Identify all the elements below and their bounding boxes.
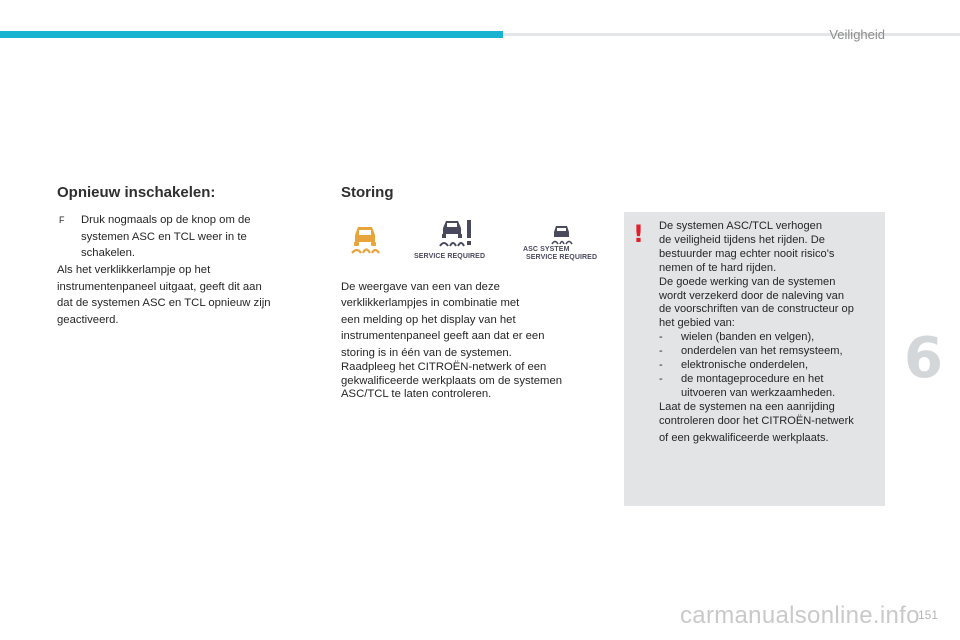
para-line: De weergave van een van deze xyxy=(341,281,500,293)
page-number: 151 xyxy=(917,608,938,622)
para-line: ASC/TCL te laten controleren. xyxy=(341,388,492,401)
box-list-continuation: uitvoeren van werkzaamheden. xyxy=(681,386,836,399)
asc-system-label: ASC SYSTEM xyxy=(523,246,570,253)
box-line: wordt verzekerd door de naleving van xyxy=(659,289,845,302)
top-divider-line xyxy=(503,33,960,36)
asc-service-required-label: SERVICE REQUIRED xyxy=(526,254,598,261)
box-line: controleren door het CITROËN-netwerk xyxy=(659,414,854,427)
bullet-line-1: Druk nogmaals op de knop om de xyxy=(81,214,251,226)
asc-tcl-warning-icon xyxy=(348,223,382,255)
service-required-label: SERVICE REQUIRED xyxy=(414,253,486,260)
box-list-item: - onderdelen van het remsysteem, xyxy=(659,345,843,358)
bullet-list-item xyxy=(57,212,307,262)
box-line: het gebied van: xyxy=(659,317,735,330)
warning-box-text xyxy=(659,220,883,446)
para-line: dat de systemen ASC en TCL opnieuw zijn xyxy=(57,297,271,309)
para-line: instrumentenpaneel geeft aan dat er een xyxy=(341,330,545,343)
box-line: De systemen ASC/TCL verhogen xyxy=(659,220,822,232)
section-title: Veiligheid xyxy=(829,27,885,42)
box-line: of een gekwalificeerde werkplaats. xyxy=(659,431,829,444)
storing-paragraph xyxy=(341,279,606,402)
para-line: instrumentenpaneel uitgaat, geeft dit aan xyxy=(57,280,262,293)
box-line: bestuurder mag echter nooit risico's xyxy=(659,247,835,260)
para-line: storing is in één van de systemen. xyxy=(341,346,512,359)
top-accent-bar xyxy=(0,31,503,38)
chapter-number: 6 xyxy=(904,326,943,391)
box-list-item: - de montageprocedure en het xyxy=(659,372,824,385)
box-line: de veiligheid tijdens het rijden. De xyxy=(659,233,825,246)
para-line: Raadpleeg het CITROËN-netwerk of een xyxy=(341,361,547,374)
box-list-item: - wielen (banden en velgen), xyxy=(659,331,815,344)
arrow-bullet-icon: F xyxy=(59,215,65,225)
service-required-icon xyxy=(438,218,476,250)
box-line: Laat de systemen na een aanrijding xyxy=(659,400,835,413)
watermark: carmanualsonline.info xyxy=(680,602,920,629)
para-line: verklikkerlampjes in combinatie met xyxy=(341,297,520,310)
reactivate-heading: Opnieuw inschakelen: xyxy=(57,184,216,201)
para-line: een melding op het display van het xyxy=(341,313,516,326)
bullet-line-2: systemen ASC en TCL weer in te xyxy=(81,230,247,243)
box-line: De goede werking van de systemen xyxy=(659,275,836,288)
bullet-line-3: schakelen. xyxy=(81,247,136,259)
para-line: gekwalificeerde werkplaats om de systemen xyxy=(341,374,563,387)
box-list-item: - elektronische onderdelen, xyxy=(659,359,809,372)
warning-exclamation-icon: ! xyxy=(633,220,644,248)
storing-heading: Storing xyxy=(341,184,394,201)
box-line: de voorschriften van de constructeur op xyxy=(659,303,854,316)
reactivate-paragraph xyxy=(57,262,317,328)
box-line: nemen of te hard rijden. xyxy=(659,261,777,274)
para-line: geactiveerd. xyxy=(57,313,119,326)
para-line: Als het verklikkerlampje op het xyxy=(57,264,211,276)
asc-system-icon xyxy=(550,224,574,246)
